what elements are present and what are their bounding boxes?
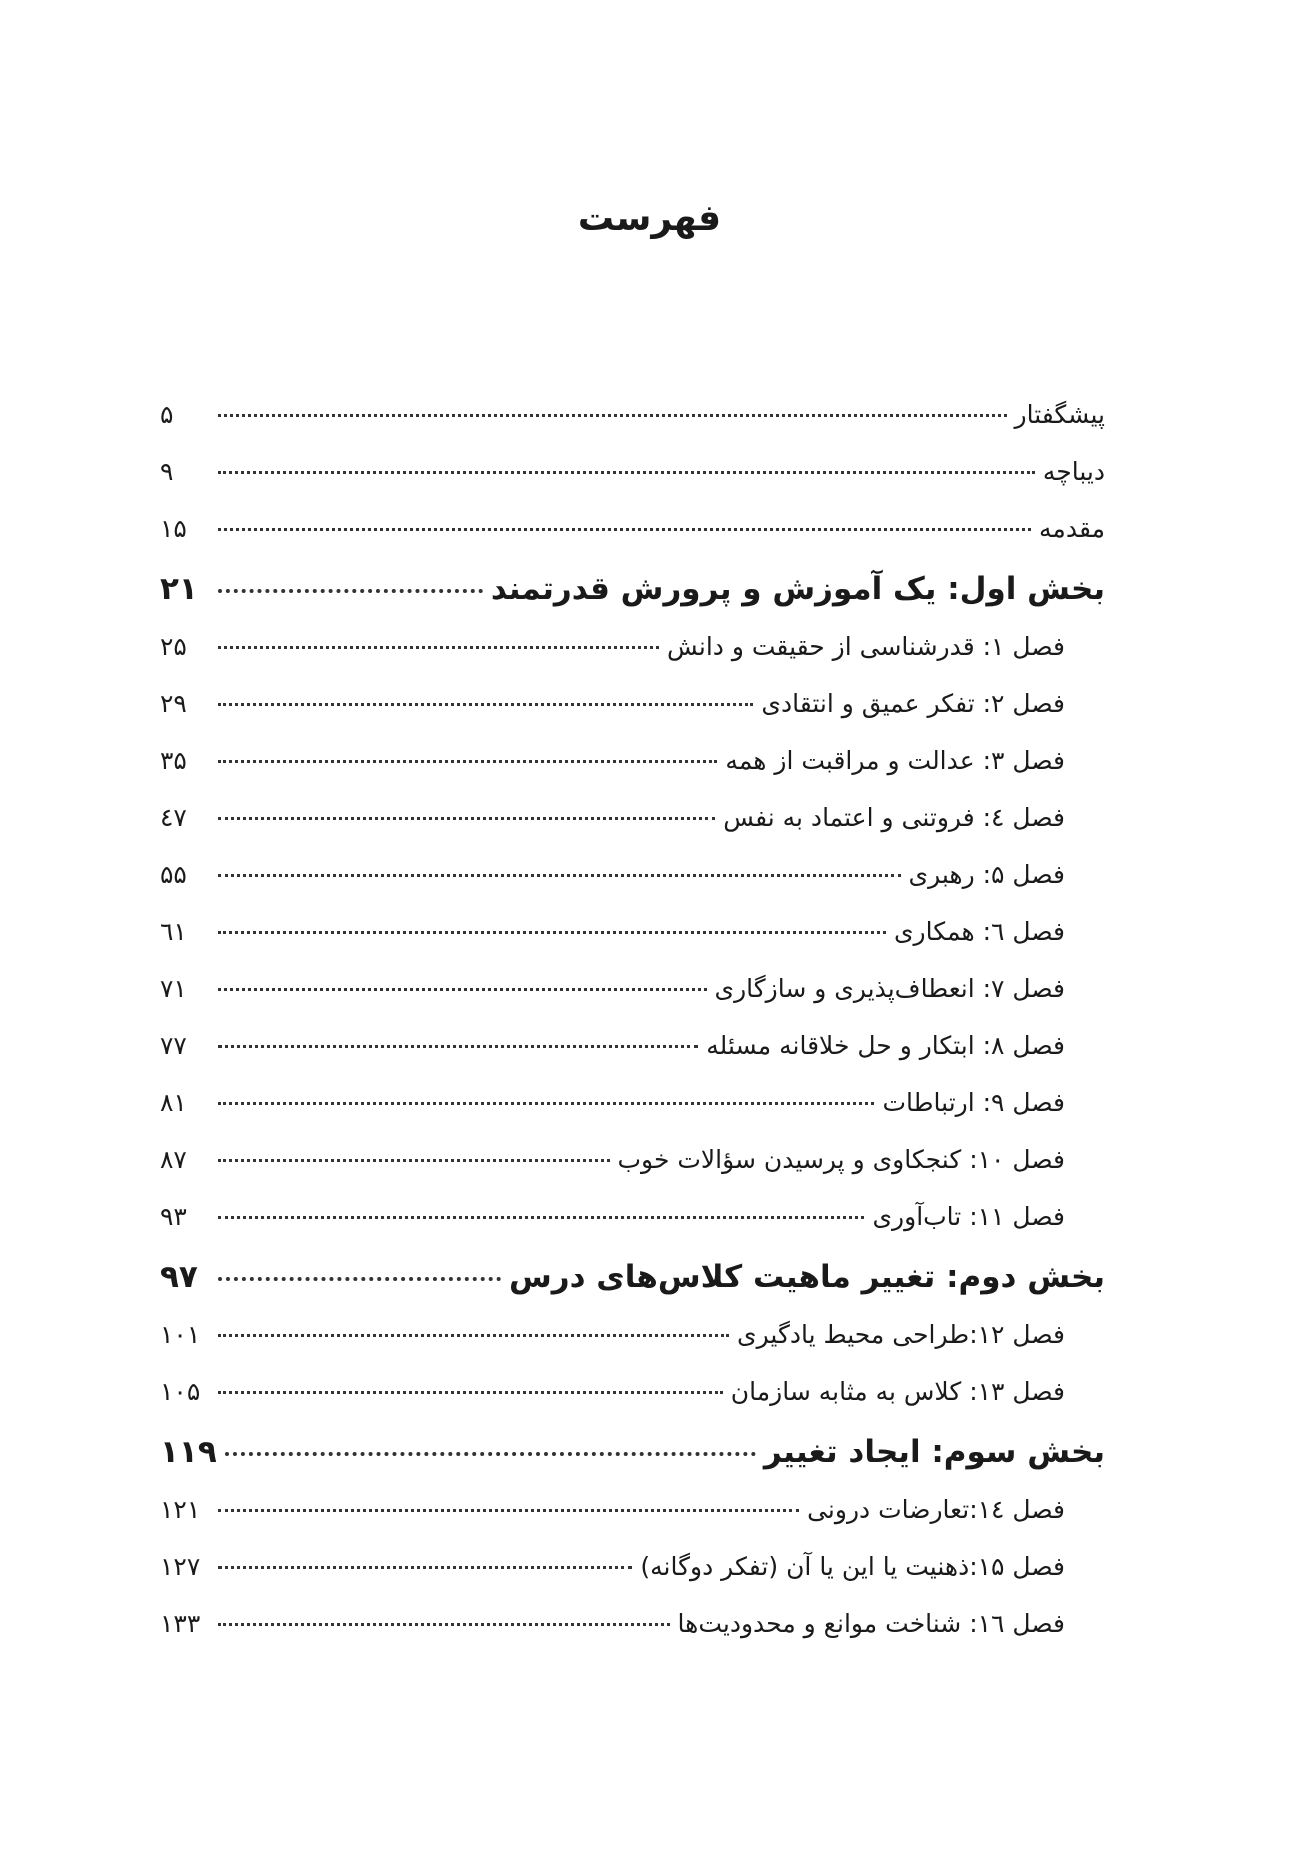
toc-page-number: ۷۱	[160, 974, 187, 1003]
toc-entry-label: بخش سوم: ایجاد تغییر	[763, 1434, 1105, 1470]
toc-entry-label: فصل ۷: انعطاف‌پذیری و سازگاری	[714, 974, 1065, 1003]
toc-chapter-entry	[160, 1552, 1105, 1609]
toc-page-number: ۸۷	[160, 1145, 187, 1174]
toc-part-entry	[160, 1434, 1105, 1495]
toc-entry-label: فصل ٦: همکاری	[893, 917, 1065, 946]
toc-front-entry	[160, 400, 1105, 457]
toc-page-number: ٦۱	[160, 917, 187, 946]
toc-entry-label: فصل ۸: ابتکار و حل خلاقانه مسئله	[706, 1031, 1065, 1060]
toc-page-number: ۹	[160, 457, 174, 486]
dotted-leader	[218, 646, 659, 649]
toc-page-number: ۲۵	[160, 632, 187, 661]
toc-chapter-entry	[160, 974, 1105, 1031]
toc-chapter-entry	[160, 1145, 1105, 1202]
toc-entry-label: فصل ۱۱: تاب‌آوری	[872, 1202, 1065, 1231]
toc-page-number: ۸۱	[160, 1088, 187, 1117]
toc-chapter-entry	[160, 1088, 1105, 1145]
toc-entry-label: فصل ۱۰: کنجکاوی و پرسیدن سؤالات خوب	[617, 1145, 1065, 1174]
toc-entry-label: بخش اول: یک آموزش و پرورش قدرتمند	[490, 571, 1105, 607]
dotted-leader	[218, 817, 715, 820]
dotted-leader	[218, 1391, 723, 1394]
toc-entry-label: فصل ۲: تفکر عمیق و انتقادی	[761, 689, 1065, 718]
toc-chapter-entry	[160, 632, 1105, 689]
toc-entry-label: فصل ۵: رهبری	[908, 860, 1065, 889]
toc-page-number: ٤۷	[160, 803, 187, 832]
dotted-leader	[218, 988, 707, 991]
toc-page-number: ۱۵	[160, 514, 187, 543]
dotted-leader	[218, 1509, 799, 1512]
toc-page-number: ۲۹	[160, 689, 187, 718]
dotted-leader	[218, 1159, 610, 1162]
toc-entry-label: پیشگفتار	[1014, 400, 1105, 429]
dotted-leader	[218, 703, 753, 706]
toc-entry-label: مقدمه	[1039, 514, 1105, 543]
dotted-leader	[225, 1452, 756, 1456]
toc-front-entry	[160, 514, 1105, 571]
toc-part-entry	[160, 1259, 1105, 1320]
page-title: فهرست	[577, 198, 722, 239]
dotted-leader	[218, 1277, 501, 1281]
toc-chapter-entry	[160, 917, 1105, 974]
dotted-leader	[218, 874, 901, 877]
toc-chapter-entry	[160, 1609, 1105, 1666]
toc-page-number: ۵	[160, 400, 174, 429]
toc-chapter-entry	[160, 689, 1105, 746]
toc-part-entry	[160, 571, 1105, 632]
table-of-contents	[160, 400, 1105, 1666]
dotted-leader	[218, 1566, 632, 1569]
dotted-leader	[218, 1623, 670, 1626]
toc-page-number: ۱۲۱	[160, 1495, 201, 1524]
dotted-leader	[218, 414, 1007, 417]
toc-page-number: ۱۰۵	[160, 1377, 201, 1406]
toc-page-number: ۳۵	[160, 746, 187, 775]
toc-entry-label: فصل ۹: ارتباطات	[882, 1088, 1065, 1117]
toc-page-number: ۱۲۷	[160, 1552, 201, 1581]
dotted-leader	[218, 760, 717, 763]
toc-page-number: ۱۰۱	[160, 1320, 201, 1349]
dotted-leader	[218, 589, 483, 593]
toc-page-number: ۱۱۹	[160, 1434, 217, 1470]
toc-entry-label: فصل ١٦: شناخت موانع و محدودیت‌ها	[677, 1609, 1065, 1638]
dotted-leader	[218, 1045, 698, 1048]
dotted-leader	[218, 471, 1035, 474]
toc-chapter-entry	[160, 1377, 1105, 1434]
toc-entry-label: فصل ۳: عدالت و مراقبت از همه	[725, 746, 1065, 775]
toc-page-number: ۹۳	[160, 1202, 187, 1231]
toc-entry-label: فصل ۱۲:طراحی محیط یادگیری	[737, 1320, 1065, 1349]
dotted-leader	[218, 931, 886, 934]
toc-chapter-entry	[160, 746, 1105, 803]
toc-chapter-entry	[160, 1202, 1105, 1259]
toc-chapter-entry	[160, 1495, 1105, 1552]
toc-entry-label: فصل ۱: قدرشناسی از حقیقت و دانش	[667, 632, 1065, 661]
dotted-leader	[218, 528, 1031, 531]
toc-entry-label: دیباچه	[1042, 457, 1105, 486]
toc-page-number: ۱۳۳	[160, 1609, 201, 1638]
toc-entry-label: فصل ۱۳: کلاس به مثابه سازمان	[730, 1377, 1065, 1406]
toc-page-number: ۵۵	[160, 860, 187, 889]
toc-page-number: ۹۷	[160, 1259, 198, 1295]
dotted-leader	[218, 1102, 874, 1105]
toc-page-number: ۷۷	[160, 1031, 187, 1060]
toc-entry-label: فصل ۱۵:ذهنیت یا این یا آن (تفکر دوگانه)	[640, 1552, 1065, 1581]
toc-chapter-entry	[160, 1031, 1105, 1088]
toc-page-number: ۲۱	[160, 571, 198, 607]
toc-entry-label: بخش دوم: تغییر ماهیت کلاس‌های درس	[508, 1259, 1105, 1295]
toc-chapter-entry	[160, 803, 1105, 860]
toc-chapter-entry	[160, 860, 1105, 917]
dotted-leader	[218, 1216, 864, 1219]
toc-entry-label: فصل ٤: فروتنی و اعتماد به نفس	[723, 803, 1065, 832]
toc-chapter-entry	[160, 1320, 1105, 1377]
toc-front-entry	[160, 457, 1105, 514]
toc-entry-label: فصل ١٤:تعارضات درونی	[807, 1495, 1065, 1524]
dotted-leader	[218, 1334, 729, 1337]
